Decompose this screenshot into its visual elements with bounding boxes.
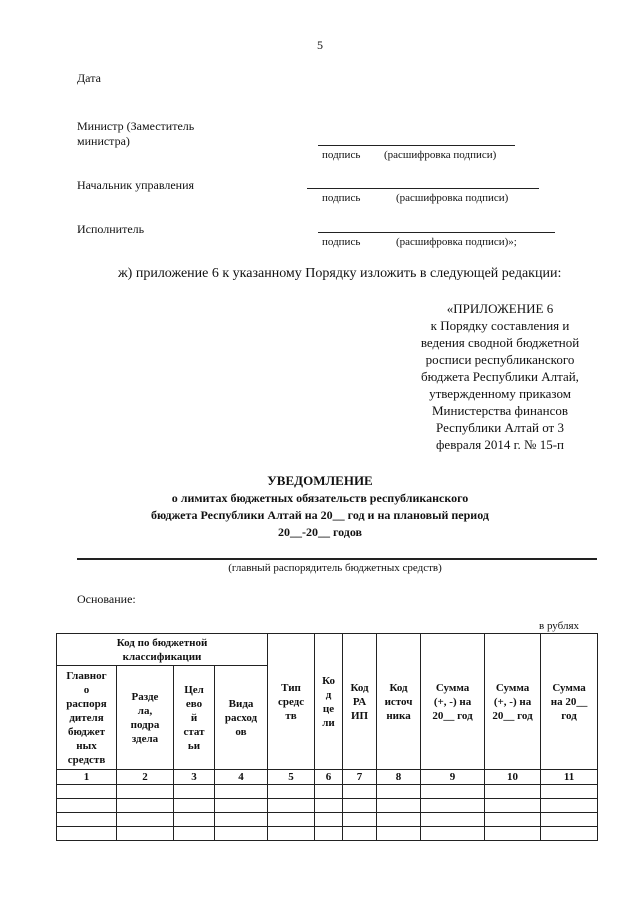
- head-caption-sign: подпись: [322, 192, 361, 204]
- header-cell: [117, 666, 174, 770]
- amendment-text: ж) приложение 6 к указанному Порядку изложить в следующей редакции:: [118, 266, 562, 281]
- units-label: в рублях: [539, 620, 580, 632]
- appendix-line: февраля 2014 г. № 15-п: [436, 437, 564, 452]
- header-label: Разде ла, подра здела: [130, 690, 160, 745]
- table-row: [57, 827, 598, 841]
- appendix-line: Республики Алтай от 3: [436, 420, 564, 435]
- executor-label: Исполнитель: [77, 222, 145, 236]
- date-label: Дата: [77, 71, 101, 85]
- minister-caption-decode: (расшифровка подписи): [384, 149, 497, 161]
- header-label: Код источ ника: [384, 681, 413, 722]
- header-label: Код РА ИП: [350, 681, 369, 722]
- header-cell: [215, 666, 268, 770]
- appendix-line: росписи республиканского: [425, 352, 575, 367]
- column-number: 3: [174, 770, 215, 785]
- executor-caption-decode: (расшифровка подписи)»;: [396, 236, 517, 248]
- head-signature-line: [307, 188, 539, 189]
- appendix-line: утвержденному приказом: [429, 386, 571, 401]
- column-number-row: [57, 770, 598, 785]
- distributor-caption: (главный распорядитель бюджетных средств): [228, 562, 442, 574]
- column-number: 8: [377, 770, 421, 785]
- executor-caption-sign: подпись: [322, 236, 361, 248]
- basis-label: Основание:: [77, 592, 136, 606]
- table-row: [57, 813, 598, 827]
- appendix-line: бюджета Республики Алтай,: [421, 369, 579, 384]
- column-number: 2: [117, 770, 174, 785]
- header-label: Сумма (+, -) на 20__ год: [492, 681, 533, 722]
- table-row: [57, 785, 598, 799]
- header-cell: [541, 634, 598, 770]
- header-label: Сумма (+, -) на 20__ год: [432, 681, 473, 722]
- page-number: 5: [317, 38, 323, 52]
- header-cell: [315, 634, 343, 770]
- header-label: Вида расход ов: [224, 697, 258, 738]
- header-label: Ко д це ли: [322, 674, 335, 729]
- header-label: Сумма на 20__ год: [550, 681, 588, 722]
- column-number: 11: [541, 770, 598, 785]
- table-row: [57, 799, 598, 813]
- column-number: 9: [421, 770, 485, 785]
- notice-subtitle-2: бюджета Республики Алтай на 20__ год и на плановый период: [151, 508, 489, 522]
- column-number: 6: [315, 770, 343, 785]
- table-header-row: [57, 634, 598, 666]
- executor-signature-line: [318, 232, 555, 233]
- header-cell: [343, 634, 377, 770]
- limits-table: [56, 633, 598, 841]
- column-number: 5: [268, 770, 315, 785]
- minister-signature-line: [318, 145, 515, 146]
- appendix-line: Министерства финансов: [431, 403, 569, 418]
- group-header: Код по бюджетной классификации: [116, 636, 208, 663]
- minister-caption-sign: подпись: [322, 149, 361, 161]
- header-label: Главног о распоря дителя бюджет ных средств: [66, 669, 107, 766]
- notice-subtitle-1: о лимитах бюджетных обязательств республиканского: [171, 491, 469, 505]
- column-number: 1: [57, 770, 117, 785]
- minister-label: Министр (Заместитель министра): [77, 119, 195, 148]
- notice-subtitle-3: 20__-20__ годов: [277, 525, 363, 539]
- group-header-cell: [57, 634, 268, 666]
- head-caption-decode: (расшифровка подписи): [396, 192, 509, 204]
- distributor-line: [77, 558, 597, 560]
- header-label: Цел ево й стат ьи: [183, 683, 205, 752]
- header-cell: [485, 634, 541, 770]
- column-number: 4: [215, 770, 268, 785]
- header-cell: [268, 634, 315, 770]
- header-cell: [377, 634, 421, 770]
- appendix-line: к Порядку составления и: [430, 318, 570, 333]
- appendix-line: ведения сводной бюджетной: [420, 335, 580, 350]
- column-number: 7: [343, 770, 377, 785]
- column-number: 10: [485, 770, 541, 785]
- header-cell: [57, 666, 117, 770]
- header-label: Тип средс тв: [277, 681, 305, 722]
- appendix-block: [395, 300, 605, 453]
- head-label: Начальник управления: [77, 178, 195, 192]
- notice-title: УВЕДОМЛЕНИЕ: [267, 473, 373, 488]
- header-cell: [174, 666, 215, 770]
- appendix-line: «ПРИЛОЖЕНИЕ 6: [446, 301, 554, 316]
- header-cell: [421, 634, 485, 770]
